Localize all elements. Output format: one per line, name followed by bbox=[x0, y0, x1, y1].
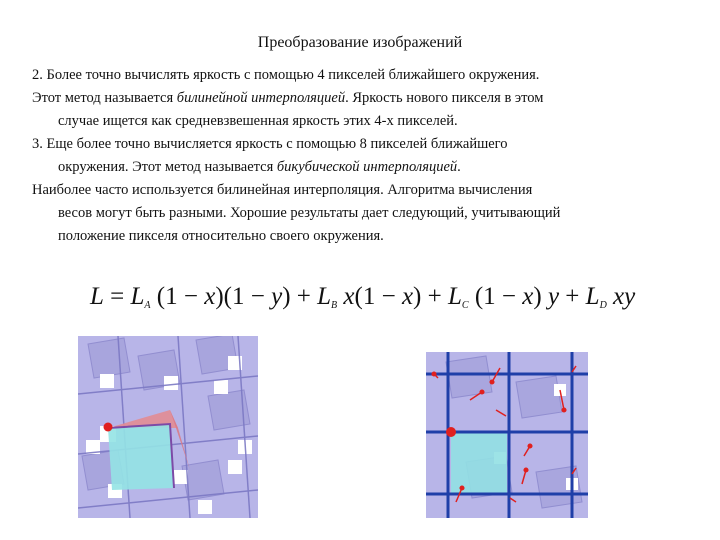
bilinear-figure bbox=[78, 336, 258, 518]
bilinear-formula: $L = L_A$ $(1 - x)(1 - y) + L_B$ $x(1 - x) + L_C$ (1 − x) $y + L_D$ xy bbox=[90, 283, 636, 311]
slide-title: Преобразование изображений bbox=[257, 34, 463, 51]
vector-grid-figure bbox=[426, 352, 588, 518]
sample-point-marker bbox=[104, 423, 113, 432]
sample-point-marker bbox=[446, 427, 456, 437]
text-line: случае ищется как средневзвешенная яркость этих 4-х пикселей. bbox=[58, 113, 458, 129]
vector-grid-figure-svg bbox=[426, 352, 588, 518]
term-bilinear: билинейной интерполяцией bbox=[176, 90, 346, 106]
text-line: 3. Еще более точно вычисляется яркость с помощью 8 пикселей ближайшего bbox=[32, 136, 508, 152]
text-line: окружения. Этот метод называется бикубической интерполяцией. bbox=[58, 159, 461, 175]
text-line: 2. Более точно вычислять яркость с помощью 4 пикселей ближайшего окружения. bbox=[32, 67, 540, 83]
text-line: положение пикселя относительно своего окружения. bbox=[58, 228, 384, 244]
bilinear-figure-svg bbox=[78, 336, 258, 518]
text-line: Этот метод называется билинейной интерполяцией. Яркость нового пикселя в этом bbox=[32, 90, 544, 106]
term-bicubic: бикубической интерполяцией bbox=[276, 159, 458, 175]
text-line: Наиболее часто используется билинейная интерполяция. Алгоритма вычисления bbox=[32, 182, 533, 198]
body-text bbox=[32, 64, 697, 248]
text-line: весов могут быть разными. Хорошие результаты дает следующий, учитывающий bbox=[58, 205, 561, 221]
